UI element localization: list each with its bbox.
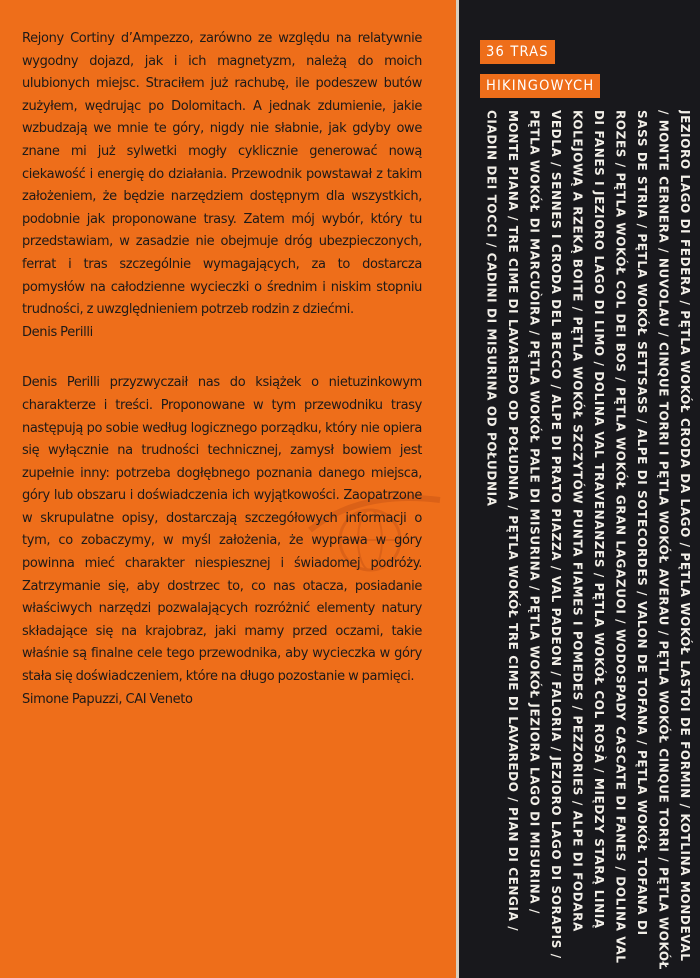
badge-routes-count: 36 TRAS: [480, 40, 555, 64]
badge-hiking: HIKINGOWYCH: [480, 74, 600, 98]
paragraph-author: Rejony Cortiny d’Ampezzo, zarówno ze względu na relatywnie wygodny dojazd, jak i ich magnetyzm, należą do moich ulubionych miejsc. Straciłem już rachubę, ile podeszew butów zużyłem, wędrując po Dolomitach. A jednak zdumienie, jakie wzbudzają we mnie te góry, nigdy nie słabnie, jak gdyby owe znane mi już sylwetki mogły cyklicznie generować nową ciekawość i energię do działania. Przewodnik powstawał z takim założeniem, że będzie narzędziem dostępnym dla wszystkich, podobnie jak proponowane trasy. Zatem mój wybór, który tu przedstawiam, w zasadzie nie obejmuje dróg ubezpieczonych, ferrat i tras szczególnie wymagających, za to dostarcza pomysłów na całodzienne wycieczki o średnim i niskim stopniu trudności, z uwzględnieniem potrzeb rodzin z dziećmi.: [22, 31, 422, 318]
signature-review: Simone Papuzzi, CAI Veneto: [22, 691, 193, 707]
routes-text: JEZIORO LAGO DI FEDERA / PĘTLA WOKÓŁ CRODA DA LAGO / PĘTLA WOKÓŁ LASTOI DE FORMIN / KOTLINA MONDEVAL / MONTE CERNERA / NUVOLAU / CINQUE TORRI I PĘTLA WOKÓŁ AVERAU / PĘTLA WOKÓŁ CINQUE TORRI / PĘTLA WOKÓŁ SASS DE STRIA / PĘTLA WOKÓŁ SETTSASS / ALPE DI SOTECORDES / VALON DE TOFANA / PĘTLA WOKÓŁ TOFANA DI ROZES / PĘTLA WOKÓŁ COL DEI BOS / PĘTLA WOKÓŁ GRAN LAGAZUOI / WODOSPADY CASCATE DI FANES / DOLINA VAL DI FANES I JEZIORO LAGO DI LIMO / DOLINA VAL TRAVENANZES / PĘTLA WOKÓŁ COL ROSÀ / MIĘDZY STARĄ LINIĄ KOLEJOWĄ A RZEKĄ BOITE / PĘTLA WOKÓŁ SZCZYTÓW PUNTA FIAMES I POMEDES / PEZZORIES / ALPE DI FODARA VEDLA / SENNES I CRODA DEL BECCO / ALPE DI PRATO PIAZZA / VAL PADEON / FALORIA / JEZIORO LAGO DI SORAPIS / PĘTLA WOKÓŁ DI MARCUÒIRA / PĘTLA WOKÓŁ PALE DI MISURINA / PĘTLA WOKÓŁ JEZIORA LAGO DI MISURINA / MONTE PIANA / TRE CIME DI LAVAREDO OD POŁUDNIA / PĘTLA WOKÓŁ TRE CIME DI LAVAREDO / PIAN DI CENGIA / CIADIN DEI TOCCI / CADINI DI MISURINA OD POŁUDNIA: [484, 110, 692, 970]
intro-text: [22, 28, 422, 711]
routes-list: [465, 110, 695, 970]
signature-author: Denis Perilli: [22, 324, 93, 340]
paragraph-review: Denis Perilli przyzwyczaił nas do książek o nietuzinkowym charakterze i treści. Proponowane w tym przewodniku trasy następują po sobie według logicznego porządku, który nie opiera się wyłącznie na trudności technicznej, zamysł bowiem jest zupełnie inny: potrzeba dogłębnego poznania danego miejsca, góry lub obszaru i doświadczenia ich wyjątkowości. Zaopatrzone w skrupulatne opisy, dostarczają szczegółowych informacji o tym, co zobaczymy, w myśl założenia, że wyprawa w góry powinna mieć charakter niespiesznej i świadomej podróży. Zatrzymanie się, aby dostrzec to, co nas otacza, posiadanie właściwych narzędzi pozwalających rozróżnić elementy natury składające się na krajobraz, jaki mamy przed oczami, takie właśnie są finalne cele tego przewodnika, aby wycieczka w góry stała się doświadczeniem, które na długo pozostanie w pamięci.: [22, 375, 422, 685]
